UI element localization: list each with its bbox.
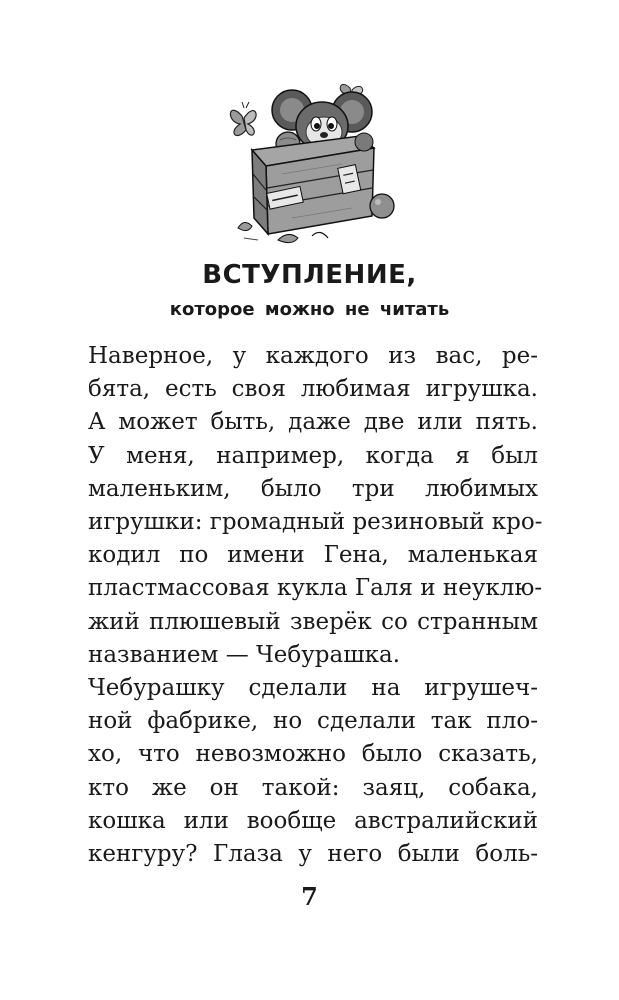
paragraph-1	[88, 340, 538, 440]
wooden-crate	[252, 136, 374, 234]
body-text	[88, 340, 543, 871]
text-line: А может быть, даже две или пять.	[88, 409, 538, 436]
text-line: Наверное, у каждого из вас, ре-	[88, 343, 538, 369]
text-line: кодил по имени Гена, маленькая	[88, 542, 538, 569]
text-line: названием — Чебурашка.	[88, 641, 401, 668]
page-number: 7	[301, 882, 318, 911]
chapter-heading	[0, 258, 619, 324]
cheburashka-in-crate-illustration	[222, 78, 402, 248]
text-line: ной фабрике, но сделали так пло-	[88, 708, 538, 735]
text-line: бята, есть своя любимая игрушка.	[88, 376, 538, 403]
paragraph-2	[88, 440, 543, 672]
orange-right	[370, 194, 394, 218]
text-line: У меня, например, когда я был	[88, 442, 538, 469]
text-line: кенгуру? Глаза у него были боль-	[88, 841, 538, 868]
text-line: Чебурашку сделали на игрушеч-	[88, 675, 538, 702]
text-line: хо, что невозможно было сказать,	[88, 741, 538, 768]
text-line: жий плюшевый зверёк со странным	[88, 608, 538, 635]
chapter-subtitle: которое можно не читать	[169, 299, 450, 320]
text-line: игрушки: громадный резиновый кро-	[88, 509, 543, 536]
text-line: кто же он такой: заяц, собака,	[88, 774, 538, 801]
butterfly-left-icon	[230, 102, 256, 136]
orange-back	[355, 133, 373, 151]
paragraph-3	[88, 672, 538, 871]
text-line: кошка или вообще австралийский	[88, 807, 538, 834]
text-line: пластмассовая кукла Галя и неуклю-	[88, 575, 543, 602]
text-line: маленьким, было три любимых	[88, 475, 538, 502]
chapter-title: ВСТУПЛЕНИЕ,	[202, 260, 417, 290]
